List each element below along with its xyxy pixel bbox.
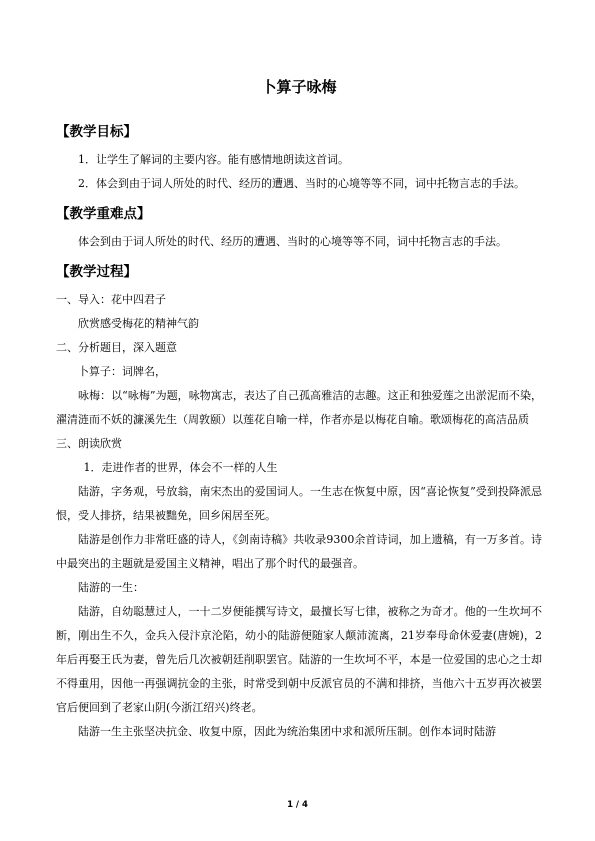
process-step-2-cipai: 卜算子：词牌名， <box>78 365 166 378</box>
author-works-paragraph: 陆游是创作力非常旺盛的诗人，《剑南诗稿》共收录9300余首诗词，加上遗稿，有一万多首。诗中最突出的主题就是爱国主义精神，唱出了那个时代的最强音。 <box>56 533 542 570</box>
process-step-1-detail: 欣赏感受梅花的精神气韵 <box>78 317 199 330</box>
document-body <box>56 76 542 744</box>
author-intro-paragraph: 陆游，字务观，号放翁，南宋杰出的爱国词人。一生志在恢复中原，因“喜论恢复”受到投降派忌恨，受人排挤，结果被黜免，回乡闲居至死。 <box>56 485 542 522</box>
page-number: 1 / 4 <box>287 800 308 810</box>
section-heading-objectives: 【教学目标】 <box>56 124 137 140</box>
process-step-3: 三、朗读欣赏 <box>56 437 122 450</box>
process-step-2: 二、分析题目，深入题意 <box>56 341 177 354</box>
document-title: 卜算子咏梅 <box>261 78 337 96</box>
process-step-2-yongmei: 咏梅：以“咏梅”为题，咏物寓志，表达了自己孤高雅洁的志趣。这正和独爱莲之出淤泥而不染，濯清涟而不妖的濂溪先生（周敦颐）以莲花自喻一样，作者亦是以梅花自喻。歌颂梅花的高洁品质 <box>56 389 542 426</box>
author-stance-paragraph: 陆游一生主张坚决抗金、收复中原，因此为统治集团中求和派所压制。创作本词时陆游 <box>78 725 496 738</box>
process-step-1: 一、导入：花中四君子 <box>56 293 166 306</box>
objective-item-1: 1．让学生了解词的主要内容。能有感情地朗读这首词。 <box>78 153 349 166</box>
section-heading-key-points: 【教学重难点】 <box>56 206 151 222</box>
author-life-heading: 陆游的一生： <box>78 581 144 594</box>
author-life-paragraph: 陆游，自幼聪慧过人，一十二岁便能撰写诗文，最擅长写七律，被称之为奇才。他的一生坎坷不断，刚出生不久，金兵入侵汴京沦陷，幼小的陆游便随家人颠沛流离，21岁奉母命休爱妻(唐婉)，2年后再娶王氏为妻，曾先后几次被朝廷削职罢官。陆游的一生坎坷不平，本是一位爱国的忠心之士却不得重用，因他一再强调抗金的主张，时常受到朝中反派官员的不满和排挤，当他六十五岁再次被罢官后便回到了老家山阴(今浙江绍兴)终老。 <box>56 605 542 714</box>
section-heading-process: 【教学过程】 <box>56 264 137 280</box>
key-points-text: 体会到由于词人所处的时代、经历的遭遇、当时的心境等等不同，词中托物言志的手法。 <box>78 235 507 248</box>
process-step-3-sub-1: 1．走进作者的世界，体会不一样的人生 <box>83 461 278 474</box>
objective-item-2: 2．体会到由于词人所处的时代、经历的遭遇、当时的心境等等不同，词中托物言志的手法。 <box>78 177 525 190</box>
